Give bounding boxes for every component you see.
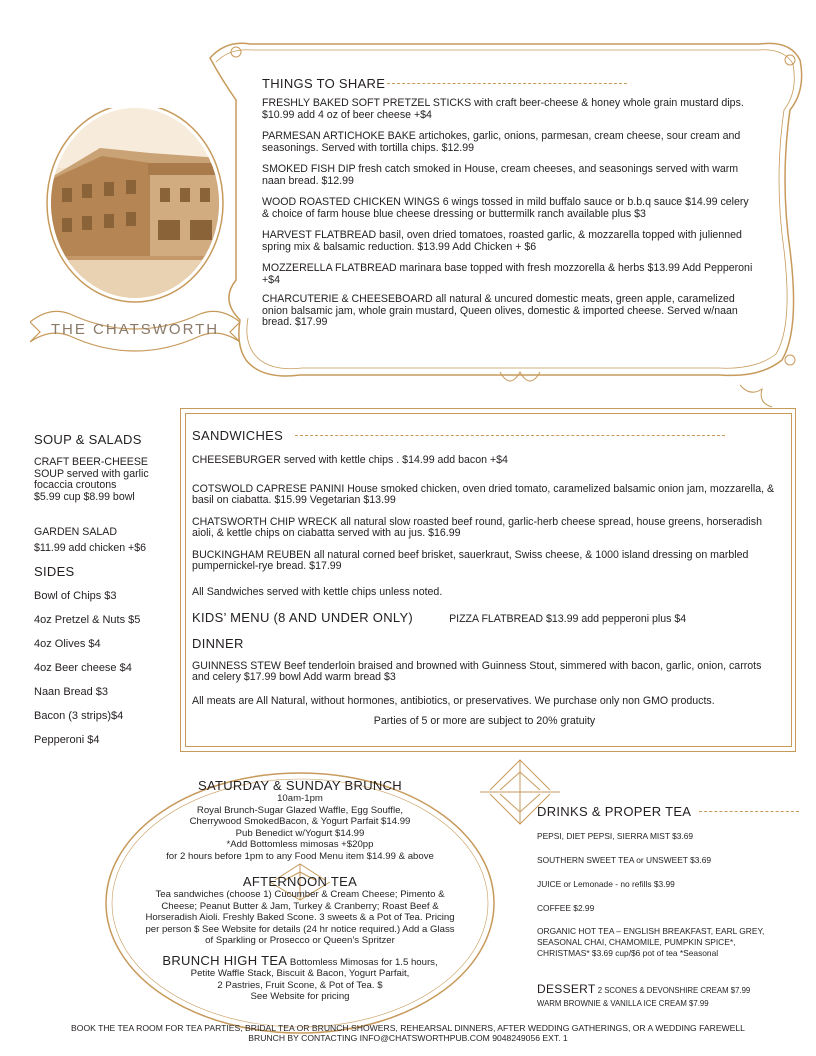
garden-salad-price: $11.99 add chicken +$6 [34,542,147,554]
side-item: 4oz Pretzel & Nuts $5 [34,614,141,626]
brunch-line: Pub Benedict w/Yogurt $14.99 [235,827,365,839]
share-heading: THINGS TO SHARE [262,76,386,91]
sandwich-item: CHATSWORTH CHIP WRECK all natural slow roasted beef round, garlic-herb cheese spread, house greens, horseradish aioli, & kettle chips on ciabatta served with au jus. $16.99 [192,515,762,539]
beer-cheese-soup: CRAFT BEER-CHEESE SOUP served with garlic focaccia croutons [34,456,149,491]
dessert-block [537,983,797,1009]
share-item: PARMESAN ARTICHOKE BAKE artichokes, garlic, onions, parmesan, cream cheese, sour cream and seasonings. Served with tortilla chips. $12.99 [262,130,741,154]
beer-cheese-soup-price: $5.99 cup $8.99 bowl [34,491,135,503]
meats-note: All meats are All Natural, without hormones, antibiotics, or preservatives. We purchase only non GMO products. [192,694,715,707]
kids-menu-item: PIZZA FLATBREAD $13.99 add pepperoni plus $4 [449,613,687,625]
brunch-high-tea [110,952,490,969]
share-heading-rule [387,83,627,84]
footer-line: BOOK THE TEA ROOM FOR TEA PARTIES, BRIDAL TEA OR BRUNCH SHOWERS, REHEARSAL DINNERS, AFTER WEDDING GATHERINGS, OR A WEDDING FAREWELL [71,1023,745,1033]
brunch-hours: 10am-1pm [277,793,323,804]
sides-heading: SIDES [34,564,75,579]
brunch-high-tea-heading: BRUNCH HIGH TEA [162,952,288,968]
afternoon-tea-heading: AFTERNOON TEA [242,874,358,889]
share-item: MOZZERELLA FLATBREAD marinara base topped with fresh mozzorella & herbs $13.99 Add Pepperoni +$4 [262,262,753,286]
share-item: CHARCUTERIE & CHEESEBOARD all natural & uncured domestic meats, green apple, caramelized onion balsamic jam, whole grain mustard, Queen olives, domestic & imported cheese. Served w/naan bread. $17.99 [262,293,738,328]
brunch-high-tea-lead: Bottomless Mimosas for 1.5 hours, [287,956,438,968]
chatsworth-logo-medallion [30,108,240,358]
footer [0,1023,816,1043]
sandwiches-heading: SANDWICHES [192,428,284,443]
dessert-heading: DESSERT [537,982,596,996]
share-item: HARVEST FLATBREAD basil, oven dried tomatoes, roasted garlic, & mozzarella topped with julienned spring mix & balsamic reduction. $13.99 Add Chicken + $6 [262,229,742,253]
side-item: Pepperoni $4 [34,734,100,746]
share-item: WOOD ROASTED CHICKEN WINGS 6 wings tossed in mild buffalo sauce or b.b.q sauce $14.99 celery & choice of farm house blue cheese dressing or buttermilk ranch available plus $3 [262,196,749,220]
sandwich-item: COTSWOLD CAPRESE PANINI House smoked chicken, oven dried tomato, caramelized balsamic onion jam, mozzarella, & basil on ciabatta. $15.99 Vegetarian $13.99 [192,482,775,506]
drinks-ornament [470,750,570,840]
drink-item: COFFEE $2.99 [537,903,595,913]
side-item: 4oz Beer cheese $4 [34,662,132,674]
brunch-line: *Add Bottomless mimosas +$20pp [226,839,374,850]
side-item: 4oz Olives $4 [34,638,101,650]
dessert-item: WARM BROWNIE & VANILLA ICE CREAM $7.99 [537,999,709,1008]
side-item: Bowl of Chips $3 [34,590,117,602]
share-item: SMOKED FISH DIP fresh catch smoked in House, cream cheeses, and seasonings served with warm naan bread. $12.99 [262,163,739,187]
footer-line: BRUNCH BY CONTACTING INFO@CHATSWORTHPUB.COM 9048249056 EXT. 1 [248,1033,568,1043]
brunch-high-tea-line: Petite Waffle Stack, Biscuit & Bacon, Yogurt Parfait, [190,968,410,979]
brunch-line: Royal Brunch-Sugar Glazed Waffle, Egg Souffle, [196,804,404,816]
garden-salad: GARDEN SALAD [34,526,118,538]
dinner-heading: DINNER [192,635,244,651]
sandwich-item: BUCKINGHAM REUBEN all natural corned beef brisket, sauerkraut, Swiss cheese, & 1000 island dressing on marbled pumpernickel-rye bread. $17.99 [192,548,749,572]
drink-item: ORGANIC HOT TEA – ENGLISH BREAKFAST, EARL GREY, SEASONAL CHAI, CHAMOMILE, PUMPKIN SPICE*, CHRISTMAS* $3.69 cup/$6 pot of tea *Seasonal [537,926,765,958]
drink-item: JUICE or Lemonade - no refills $3.99 [537,879,675,889]
brunch-high-tea-line: 2 Pastries, Fruit Scone, & Pot of Tea. $ [217,979,383,991]
gratuity-note: Parties of 5 or more are subject to 20% gratuity [373,715,596,727]
brunch-line: Cherrywood SmokedBacon, & Yogurt Parfait $14.99 [189,816,411,827]
dinner-item: GUINNESS STEW Beef tenderloin braised and browned with Guinness Stout, simmered with bacon, garlic, onion, carrots and celery $17.99 bowl Add warm bread $3 [192,659,762,683]
share-item: FRESHLY BAKED SOFT PRETZEL STICKS with craft beer-cheese & honey whole grain mustard dips. $10.99 add 4 oz of beer cheese +$4 [262,97,744,121]
soup-heading: SOUP & SALADS [34,432,142,447]
building-illustration [30,108,240,308]
brand-name: THE CHATSWORTH [50,321,220,338]
side-item: Bacon (3 strips)$4 [34,710,124,722]
brunch-heading: SATURDAY & SUNDAY BRUNCH [198,778,402,793]
things-to-share-section [262,76,757,329]
sandwich-note: All Sandwiches served with kettle chips unless noted. [192,585,443,598]
drinks-heading-rule [699,811,799,812]
brunch-line: for 2 hours before 1pm to any Food Menu item $14.99 & above [166,850,434,862]
drink-item: PEPSI, DIET PEPSI, SIERRA MIST $3.69 [537,831,694,841]
brunch-high-tea-line: See Website for pricing [250,991,350,1002]
dessert-item: 2 SCONES & DEVONSHIRE CREAM $7.99 [595,986,751,995]
kids-menu-heading: KIDS’ MENU (8 AND UNDER ONLY) [192,610,414,625]
sandwiches-section [192,428,777,728]
sandwich-item: CHEESEBURGER served with kettle chips . $14.99 add bacon +$4 [192,454,508,466]
brunch-section [110,778,490,1003]
drink-item: SOUTHERN SWEET TEA or UNSWEET $3.69 [537,855,712,865]
side-item: Naan Bread $3 [34,686,108,698]
afternoon-tea-text: Tea sandwiches (choose 1) Cucumber & Cream Cheese; Pimento & Cheese; Peanut Butter & Jam, Turkey & Cranberry; Roast Beef & Horseradish Aioli. Freshly Baked Scone. 3 sweets & a Pot of Tea. Pricing per person $ See Website for details (24 hr notice required.) Add a Glass of Sparkling or Prosecco or Queen’s Spritzer [145,889,455,946]
drinks-heading-row [537,804,799,819]
drinks-heading: DRINKS & PROPER TEA [537,804,692,819]
sandwiches-heading-rule [295,435,725,436]
